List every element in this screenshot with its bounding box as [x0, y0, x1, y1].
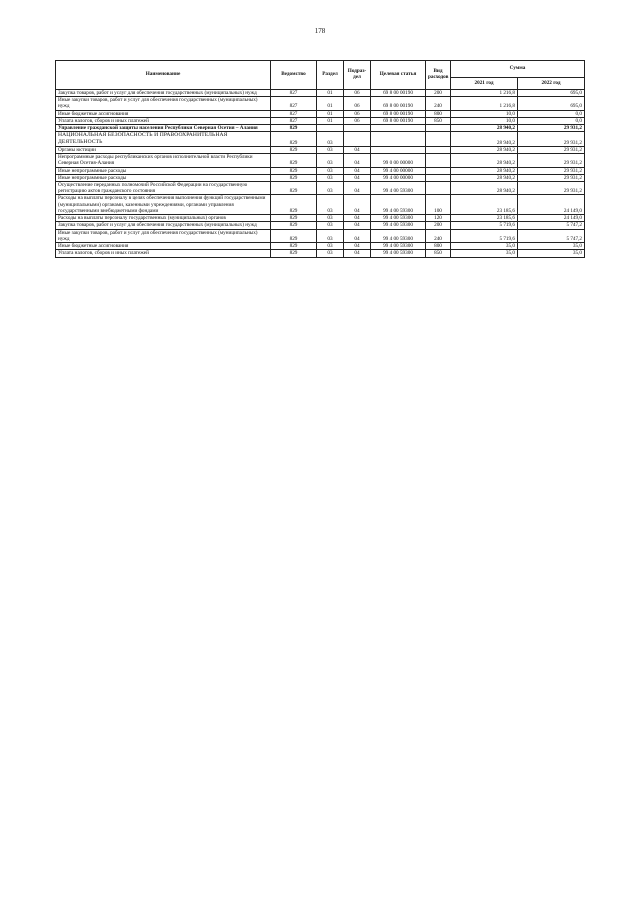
cell-name: Управление гражданской защиты населения Республики Северная Осетия – Алания [56, 125, 271, 132]
cell-amount-2022: 695,0 [518, 90, 585, 97]
cell-subsection: 04 [344, 250, 371, 257]
table-row [56, 195, 585, 215]
cell-amount-2022: 29 931,2 [518, 125, 585, 132]
cell-section: 01 [317, 97, 344, 110]
table-row [56, 243, 585, 250]
header-subsection: Подраз-дел [344, 61, 371, 90]
header-year-2021: 2021 год [451, 78, 518, 90]
cell-amount-2022: 5 747,2 [518, 222, 585, 229]
cell-expense-type: 850 [426, 250, 451, 257]
cell-amount-2022: 695,0 [518, 97, 585, 110]
cell-name: Иные закупки товаров, работ и услуг для обеспечения государственных (муниципальных) нужд [56, 97, 271, 110]
cell-amount-2022: 35,0 [518, 250, 585, 257]
cell-section: 01 [317, 90, 344, 97]
cell-department: 827 [271, 97, 317, 110]
cell-expense-type [426, 174, 451, 181]
cell-name: Осуществление переданных полномочий Российской Федерации на государственную регистрацию актов гражданского состояния [56, 181, 271, 194]
cell-section: 03 [317, 181, 344, 194]
cell-amount-2021: 28 940,2 [451, 154, 518, 167]
table-row [56, 215, 585, 222]
cell-name: Иные закупки товаров, работ и услуг для обеспечения государственных (муниципальных) нужд [56, 229, 271, 242]
cell-subsection: 04 [344, 167, 371, 174]
cell-amount-2021: 10,0 [451, 110, 518, 117]
cell-amount-2021: 35,0 [451, 243, 518, 250]
cell-name: Непрограммные расходы республиканских органов исполнительной власти Республики Северная Осетия-Алания [56, 154, 271, 167]
header-year-2022: 2022 год [518, 78, 585, 90]
cell-subsection: 06 [344, 90, 371, 97]
cell-expense-type [426, 167, 451, 174]
header-section: Раздел [317, 61, 344, 90]
cell-amount-2021: 23 185,6 [451, 215, 518, 222]
cell-name: НАЦИОНАЛЬНАЯ БЕЗОПАСНОСТЬ И ПРАВООХРАНИТЕЛЬНАЯ ДЕЯТЕЛЬНОСТЬ [56, 132, 271, 146]
cell-department: 829 [271, 229, 317, 242]
cell-subsection [344, 132, 371, 146]
cell-expense-type: 240 [426, 229, 451, 242]
cell-target-article [371, 146, 426, 153]
cell-target-article: 99 0 00 00000 [371, 154, 426, 167]
cell-section: 03 [317, 167, 344, 174]
header-name: Наименование [56, 61, 271, 90]
header-target-article: Целевая статья [371, 61, 426, 90]
cell-amount-2021: 28 940,2 [451, 125, 518, 132]
cell-amount-2021: 1 216,8 [451, 90, 518, 97]
cell-section: 01 [317, 110, 344, 117]
cell-name: Расходы на выплаты персоналу в целях обеспечения выполнения функций государственными (муниципальными) органами, казенными учреждениями, органами управления государственными внебюджетными фондами [56, 195, 271, 215]
cell-expense-type [426, 146, 451, 153]
table-row [56, 97, 585, 110]
cell-section [317, 125, 344, 132]
cell-department: 829 [271, 125, 317, 132]
cell-target-article: 99 4 00 00000 [371, 174, 426, 181]
cell-amount-2021: 5 719,6 [451, 229, 518, 242]
cell-target-article [371, 132, 426, 146]
table-row [56, 154, 585, 167]
cell-amount-2022: 29 931,2 [518, 181, 585, 194]
cell-section: 03 [317, 174, 344, 181]
cell-amount-2022: 0,0 [518, 110, 585, 117]
cell-amount-2021: 28 940,2 [451, 181, 518, 194]
cell-amount-2021: 28 940,2 [451, 167, 518, 174]
cell-target-article: 99 4 00 59300 [371, 250, 426, 257]
cell-department: 829 [271, 222, 317, 229]
table-row [56, 229, 585, 242]
cell-department: 829 [271, 195, 317, 215]
table-row [56, 90, 585, 97]
cell-expense-type: 120 [426, 215, 451, 222]
table-row [56, 132, 585, 146]
cell-expense-type: 200 [426, 222, 451, 229]
cell-amount-2021: 23 185,6 [451, 195, 518, 215]
cell-name: Закупка товаров, работ и услуг для обеспечения государственных (муниципальных) нужд [56, 90, 271, 97]
cell-amount-2021: 28 940,2 [451, 146, 518, 153]
cell-amount-2022: 0,0 [518, 117, 585, 124]
cell-department: 829 [271, 154, 317, 167]
cell-department: 829 [271, 167, 317, 174]
cell-name: Иные непрограммные расходы [56, 174, 271, 181]
cell-amount-2021: 10,0 [451, 117, 518, 124]
cell-target-article: 69 8 00 00190 [371, 97, 426, 110]
cell-expense-type: 850 [426, 117, 451, 124]
cell-target-article: 99 4 00 59300 [371, 222, 426, 229]
cell-name: Иные бюджетные ассигнования [56, 110, 271, 117]
cell-amount-2022: 29 931,2 [518, 167, 585, 174]
header-expense-type: Вид расходов [426, 61, 451, 90]
cell-name: Органы юстиции [56, 146, 271, 153]
cell-expense-type: 100 [426, 195, 451, 215]
table-row [56, 110, 585, 117]
cell-amount-2022: 35,0 [518, 243, 585, 250]
cell-department: 829 [271, 243, 317, 250]
table-row [56, 146, 585, 153]
cell-subsection: 04 [344, 229, 371, 242]
cell-subsection: 06 [344, 117, 371, 124]
cell-department: 829 [271, 132, 317, 146]
cell-department: 829 [271, 215, 317, 222]
cell-expense-type: 800 [426, 243, 451, 250]
cell-target-article: 99 4 00 59300 [371, 243, 426, 250]
cell-department: 827 [271, 110, 317, 117]
cell-subsection: 06 [344, 97, 371, 110]
table-row [56, 117, 585, 124]
cell-section: 03 [317, 222, 344, 229]
cell-amount-2022: 24 149,0 [518, 215, 585, 222]
cell-department: 829 [271, 181, 317, 194]
cell-subsection: 04 [344, 146, 371, 153]
cell-expense-type [426, 125, 451, 132]
header-department: Ведомство [271, 61, 317, 90]
cell-name: Расходы на выплаты персоналу государственных (муниципальных) органов [56, 215, 271, 222]
cell-subsection: 04 [344, 181, 371, 194]
cell-amount-2022: 24 149,0 [518, 195, 585, 215]
page-number: 178 [314, 27, 326, 35]
cell-target-article: 99 4 00 00000 [371, 167, 426, 174]
cell-section: 03 [317, 250, 344, 257]
cell-subsection: 06 [344, 110, 371, 117]
table-row [56, 167, 585, 174]
table-row [56, 222, 585, 229]
cell-section: 03 [317, 154, 344, 167]
table-row [56, 250, 585, 257]
cell-target-article: 69 8 00 00190 [371, 110, 426, 117]
cell-target-article: 69 8 00 00190 [371, 90, 426, 97]
cell-subsection: 04 [344, 243, 371, 250]
cell-expense-type [426, 181, 451, 194]
cell-section: 03 [317, 146, 344, 153]
cell-section: 03 [317, 229, 344, 242]
table-row [56, 174, 585, 181]
cell-subsection: 04 [344, 174, 371, 181]
cell-subsection: 04 [344, 154, 371, 167]
cell-name: Иные бюджетные ассигнования [56, 243, 271, 250]
cell-department: 829 [271, 146, 317, 153]
cell-amount-2022: 5 747,2 [518, 229, 585, 242]
cell-target-article: 99 4 00 59300 [371, 195, 426, 215]
cell-name: Уплата налогов, сборов и иных платежей [56, 250, 271, 257]
table-row [56, 181, 585, 194]
table-body [56, 90, 585, 258]
cell-expense-type: 240 [426, 97, 451, 110]
cell-target-article: 69 8 00 00190 [371, 117, 426, 124]
cell-target-article: 99 4 00 59300 [371, 181, 426, 194]
cell-amount-2022: 29 931,2 [518, 154, 585, 167]
cell-section: 03 [317, 215, 344, 222]
cell-subsection: 04 [344, 215, 371, 222]
cell-amount-2021: 28 940,2 [451, 132, 518, 146]
cell-target-article: 99 4 00 59300 [371, 229, 426, 242]
cell-department: 827 [271, 117, 317, 124]
cell-target-article [371, 125, 426, 132]
cell-expense-type [426, 132, 451, 146]
cell-amount-2022: 29 931,2 [518, 174, 585, 181]
cell-section: 03 [317, 132, 344, 146]
cell-subsection: 04 [344, 195, 371, 215]
cell-amount-2021: 5 719,6 [451, 222, 518, 229]
cell-target-article: 99 4 00 59300 [371, 215, 426, 222]
cell-subsection: 04 [344, 222, 371, 229]
cell-expense-type: 800 [426, 110, 451, 117]
header-amount: Сумма [451, 61, 585, 78]
cell-amount-2021: 1 216,8 [451, 97, 518, 110]
cell-name: Иные непрограммные расходы [56, 167, 271, 174]
cell-subsection [344, 125, 371, 132]
cell-name: Уплата налогов, сборов и иных платежей [56, 117, 271, 124]
cell-amount-2022: 29 931,2 [518, 146, 585, 153]
cell-department: 829 [271, 250, 317, 257]
cell-expense-type [426, 154, 451, 167]
cell-section: 03 [317, 195, 344, 215]
cell-amount-2022: 29 931,2 [518, 132, 585, 146]
cell-expense-type: 200 [426, 90, 451, 97]
cell-section: 03 [317, 243, 344, 250]
cell-amount-2021: 28 940,2 [451, 174, 518, 181]
cell-name: Закупка товаров, работ и услуг для обеспечения государственных (муниципальных) нужд [56, 222, 271, 229]
cell-department: 829 [271, 174, 317, 181]
cell-department: 827 [271, 90, 317, 97]
cell-amount-2021: 35,0 [451, 250, 518, 257]
cell-section: 01 [317, 117, 344, 124]
budget-table [55, 60, 585, 258]
table-header [56, 61, 585, 90]
table-row [56, 125, 585, 132]
